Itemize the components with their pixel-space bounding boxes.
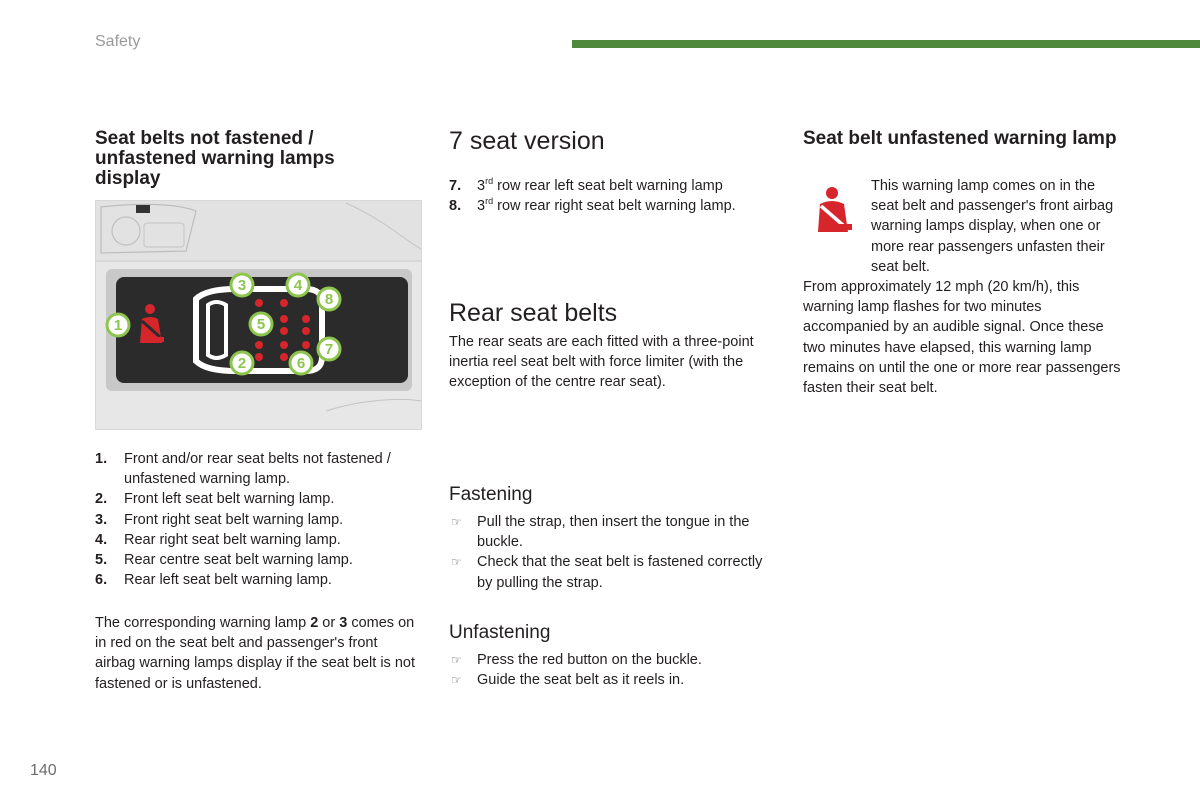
seatbelt-display-figure — [95, 200, 422, 430]
rear-seat-belts-heading: Rear seat belts — [449, 299, 618, 327]
warning-lamp-description: This warning lamp comes on in the seat belt and passenger's front airbag warning lamps display, when one or more rear passengers unfasten their seat belt. — [871, 178, 1114, 275]
list-item: 8. 3rd row rear right seat belt warning lamp. — [449, 196, 736, 215]
warning-lamp-flashing-description: From approximately 12 mph (20 km/h), this warning lamp flashes for two minutes accompanied by an audible signal. Once these two minutes have elapsed, this warning lamp remains on until the one or more rear passengers fasten their seat belt. — [803, 279, 1121, 397]
seatbelt-warning-icon — [810, 186, 856, 236]
fastening-list — [449, 512, 774, 593]
seven-seat-list — [449, 176, 769, 216]
page-number: 140 — [30, 762, 57, 779]
list-item: 7. 3rd row rear left seat belt warning lamp — [449, 176, 723, 194]
item-number: 3. — [95, 511, 108, 528]
list-item — [95, 449, 415, 489]
callout-6 — [290, 352, 312, 374]
pointing-hand-icon: ☞ — [451, 515, 462, 529]
warning-lamp-paragraph: The corresponding warning lamp 2 or 3 comes on in red on the seat belt and passenger's front airbag warning lamps display if the seat belt is not fastened or is unfastened. — [95, 615, 415, 692]
callout-label: 7 — [324, 341, 334, 358]
list-item — [95, 489, 415, 509]
list-item: ☞ Guide the seat belt as it reels in. — [449, 670, 774, 690]
section-label: Safety — [95, 33, 141, 50]
callout-label: 4 — [293, 277, 303, 294]
callout-label: 6 — [296, 355, 306, 372]
item-number: 4. — [95, 531, 108, 548]
rear-seat-belts-paragraph: The rear seats are each fitted with a three-point inertia reel seat belt with force limiter (with the exception of the centre rear seat). — [449, 334, 754, 391]
item-number: 5. — [95, 552, 108, 569]
list-item: ☞ Pull the strap, then insert the tongue in the buckle. — [451, 514, 750, 551]
callout-7 — [318, 338, 340, 360]
callout-5 — [250, 313, 272, 335]
pointing-hand-icon: ☞ — [451, 653, 462, 667]
legend-list-container — [95, 449, 415, 590]
callout-8 — [318, 288, 340, 310]
item-text: Rear left seat belt warning lamp. — [124, 572, 332, 589]
pointing-hand-icon: ☞ — [451, 673, 462, 688]
callout-2 — [231, 352, 253, 374]
unfastening-list — [449, 650, 774, 690]
legend-list — [95, 449, 415, 590]
list-item: ☞ Press the red button on the buckle. — [449, 650, 774, 670]
item-text: Rear right seat belt warning lamp. — [124, 531, 341, 548]
callout-label: 3 — [237, 277, 247, 294]
list-item — [95, 550, 415, 570]
list-item — [95, 570, 415, 590]
unfastening-heading: Unfastening — [449, 622, 551, 643]
callout-3 — [231, 274, 253, 296]
seven-seat-list-container — [449, 176, 769, 216]
item-text: Rear centre seat belt warning lamp. — [124, 552, 353, 569]
item-text: Front left seat belt warning lamp. — [124, 491, 335, 508]
list-item — [95, 510, 415, 530]
item-number: 6. — [95, 572, 108, 589]
callout-label: 1 — [113, 317, 123, 334]
seven-seat-heading: 7 seat version — [449, 127, 605, 155]
callout-1 — [107, 314, 129, 336]
item-text: Front right seat belt warning lamp. — [124, 511, 344, 528]
pointing-hand-icon: ☞ — [451, 555, 462, 570]
item-text: Front and/or rear seat belts not fastened / unfastened warning lamp. — [124, 451, 391, 488]
unfastened-warning-heading: Seat belt unfastened warning lamp — [803, 128, 1117, 149]
callout-label: 8 — [324, 291, 334, 308]
callout-label: 2 — [237, 355, 247, 372]
list-item — [95, 530, 415, 550]
item-number: 1. — [95, 451, 108, 467]
callout-label: 5 — [256, 316, 266, 333]
seatbelt-display-heading: Seat belts not fastened / unfastened warning lamps display — [95, 128, 335, 189]
item-number: 2. — [95, 491, 108, 508]
accent-bar — [572, 40, 1200, 48]
dashboard-illustration — [96, 201, 421, 429]
callout-4 — [287, 274, 309, 296]
list-item: ☞ Check that the seat belt is fastened correctly by pulling the strap. — [451, 554, 763, 591]
fastening-heading: Fastening — [449, 484, 533, 505]
